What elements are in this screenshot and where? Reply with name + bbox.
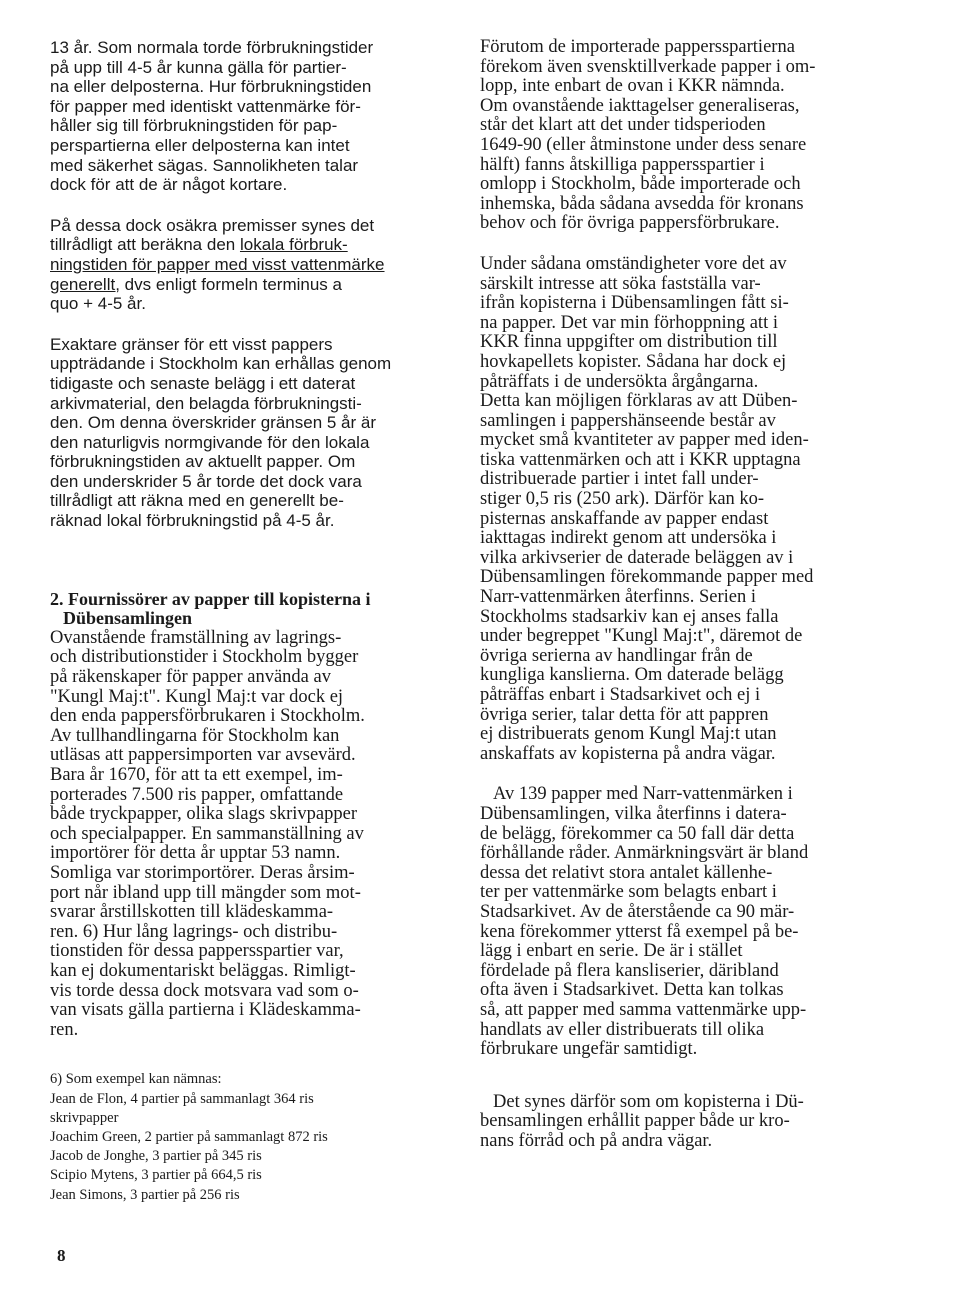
right-paragraph-2 — [480, 255, 890, 764]
text-line: anskaffats av kopisterna på andra vägar. — [480, 743, 776, 764]
spacer — [50, 552, 452, 590]
underlined-line: ningstiden för papper med visst vattenmärke — [50, 254, 385, 274]
left-column — [50, 38, 452, 1205]
text-line: samlingen i pappershänseende består av — [480, 410, 776, 431]
text-line: förbrukningstiden av aktuellt papper. Om — [50, 452, 356, 472]
left-paragraph-1 — [50, 38, 452, 195]
text-line: Stadsarkivet. Av de återstående ca 90 mär- — [480, 901, 795, 922]
text-line: tidigaste och senaste belägg i ett daterat — [50, 373, 356, 393]
footnote-line: Scipio Mytens, 3 partier på 664,5 ris — [50, 1167, 262, 1184]
text-line: på räkenskaper för papper använda av — [50, 667, 331, 688]
footnote — [50, 1070, 452, 1204]
footnote-line: 6) Som exempel kan nämnas: — [50, 1071, 222, 1088]
text-line: perspartierna eller delposterna kan intet — [50, 135, 350, 155]
right-paragraph-3 — [480, 785, 890, 1059]
text-line: hovkapellets kopister. Sådana har dock ej — [480, 351, 787, 372]
left-paragraph-3 — [50, 335, 452, 531]
text-line: 1649-90 (eller åtminstone under dess senare — [480, 134, 807, 155]
text-line: den underskrider 5 år torde det dock vara — [50, 471, 362, 491]
right-paragraph-4 — [480, 1093, 890, 1152]
text-run: dvs enligt formeln terminus a — [124, 274, 342, 294]
text-line: förhållande råder. Anmärkningsvärt är bland — [480, 843, 809, 864]
text-line: den naturligvis normgivande för den lokala — [50, 432, 370, 452]
text-line: håller sig till förbrukningstiden för pap- — [50, 116, 338, 136]
spacer — [480, 1081, 890, 1093]
page-number: 8 — [57, 1246, 66, 1265]
text-line: Narr-vattenmärken återfinns. Serien i — [480, 587, 756, 608]
text-line: och specialpapper. En sammanställning av — [50, 823, 364, 844]
text-line: Dübensamlingen, vilka återfinns i datera- — [480, 803, 787, 824]
text-line: de belägg, förekommer ca 50 fall där detta — [480, 823, 795, 844]
text-line: övriga serier, talar detta för att pappren — [480, 704, 769, 725]
text-line: Av 139 papper med Narr-vattenmärken i — [493, 784, 793, 805]
text-line: dock för att de är något kortare. — [50, 175, 288, 195]
text-line: och distributionstider i Stockholm bygger — [50, 647, 359, 668]
footnote-line: Jacob de Jonghe, 3 partier på 345 ris — [50, 1148, 262, 1165]
text-line: Det synes därför som om kopisterna i Dü- — [493, 1091, 804, 1112]
text-line: kan ej dokumentariskt beläggas. Rimligt- — [50, 960, 356, 981]
text-line: svarar årstillskotten till klädeskamma- — [50, 902, 334, 923]
text-line: mycket små kvantiteter av papper med iden- — [480, 430, 809, 451]
text-line: fördelade på flera kansliserier, däribland — [480, 960, 779, 981]
text-line: ren. — [50, 1019, 79, 1040]
text-line: uppträdande i Stockholm kan erhållas genom — [50, 354, 392, 374]
text-line: under begreppet "Kungl Maj:t", däremot de — [480, 626, 803, 647]
text-line: hälft) fanns åtskilliga pappersspartier i — [480, 154, 765, 175]
underlined-text: lokala förbruk- — [239, 235, 348, 255]
right-column — [480, 38, 890, 1172]
text-line: van visats gälla partierna i Klädeskamma- — [50, 1000, 361, 1021]
text-line: Somliga var storimportörer. Deras årsim- — [50, 862, 355, 883]
text-line: handlats av eller distribuerats till olika — [480, 1019, 765, 1040]
footnote-line: skrivpapper — [50, 1109, 119, 1126]
text-line: Om ovanstående iakttagelser generaliseras, — [480, 95, 800, 116]
text-line: Detta kan möjligen förklaras av att Düben- — [480, 391, 798, 412]
footnote-line: Jean de Flon, 4 partier på sammanlagt 364 ris — [50, 1090, 314, 1107]
footnote-line: Joachim Green, 2 partier på sammanlagt 872 ris — [50, 1128, 328, 1145]
text-line: "Kungl Maj:t". Kungl Maj:t var dock ej — [50, 686, 344, 707]
text-line — [50, 235, 452, 255]
text-line: den enda pappersförbrukaren i Stockholm. — [50, 706, 365, 727]
text-line: distribuerade partier i intet fall under- — [480, 469, 759, 490]
text-run: tillrådligt att beräkna den — [50, 235, 236, 255]
text-line: port når ibland upp till mängder som mot- — [50, 882, 361, 903]
text-line: nans förråd och på andra vägar. — [480, 1130, 713, 1151]
text-line: lägg i enbart en serie. De är i stället — [480, 941, 743, 962]
text-line: tillrådligt att räkna med en generellt be- — [50, 491, 344, 511]
text-line: kungliga kanslierna. Om daterade belägg — [480, 665, 784, 686]
text-line: förbrukare ungefär samtidigt. — [480, 1039, 698, 1060]
text-line: tionstiden för dessa pappersspartier var, — [50, 941, 344, 962]
text-line: ifrån kopisterna i Dübensamlingen fått si- — [480, 293, 789, 314]
text-line: påträffats i de undersökta årgångarna. — [480, 371, 759, 392]
text-line: särskilt intresse att söka fastställa var- — [480, 273, 761, 294]
text-line: så, att papper med samma vattenmärke upp- — [480, 999, 807, 1020]
text-line: na eller delposterna. Hur förbrukningstiden — [50, 77, 372, 97]
text-line: utläsas att pappersimporten var avsevärd. — [50, 745, 356, 766]
text-line: står det klart att det under tidsperioden — [480, 115, 766, 136]
text-line: lopp, inte enbart de ovan i KKR nämnda. — [480, 76, 785, 97]
text-line: både tryckpapper, olika slags skrivpapper — [50, 804, 357, 825]
text-line: övriga serierna av handlingar från de — [480, 645, 753, 666]
text-line: inhemska, båda sådana avsedda för kronans — [480, 193, 804, 214]
text-line: KKR finna uppgifter om distribution till — [480, 332, 778, 353]
text-line: iakttagas indirekt genom att undersöka i — [480, 528, 777, 549]
text-line: Exaktare gränser för ett visst pappers — [50, 334, 333, 354]
text-line: importörer för detta år upptar 53 namn. — [50, 843, 341, 864]
text-line: Dübensamlingen förekommande papper med — [480, 567, 814, 588]
text-line: omlopp i Stockholm, både importerade och — [480, 174, 801, 195]
text-line: arkivmaterial, den belagda förbrukningsti- — [50, 393, 362, 413]
text-line: räknad lokal förbrukningstid på 4-5 år. — [50, 511, 335, 531]
underlined-text: generellt, — [50, 274, 120, 294]
text-line: porterades 7.500 ris papper, omfattande — [50, 784, 344, 805]
text-line: Av tullhandlingarna för Stockholm kan — [50, 725, 340, 746]
text-line: 13 år. Som normala torde förbrukningstider — [50, 38, 374, 57]
text-line: Förutom de importerade pappersspartierna — [480, 37, 795, 57]
text-line: dessa det relativt stora antalet källenhe- — [480, 862, 773, 883]
text-line: påträffas enbart i Stadsarkivet och ej i — [480, 685, 761, 705]
text-line: quo + 4-5 år. — [50, 294, 146, 314]
text-line: Under sådana omständigheter vore det av — [480, 253, 787, 274]
text-line: ren. 6) Hur lång lagrings- och distribu- — [50, 921, 338, 942]
text-line: ofta även i Stadsarkivet. Detta kan tolkas — [480, 980, 784, 1001]
text-line: pisternas anskaffande av papper endast — [480, 508, 769, 529]
heading-line: Dübensamlingen — [63, 608, 193, 629]
left-paragraph-4 — [50, 629, 452, 1040]
right-paragraph-1 — [480, 38, 890, 234]
text-line: På dessa dock osäkra premisser synes det — [50, 215, 375, 235]
left-paragraph-2 — [50, 216, 452, 314]
text-line: behov och för övriga pappersförbrukare. — [480, 213, 780, 234]
section-heading — [50, 590, 452, 629]
text-line: på upp till 4-5 år kunna gälla för partier- — [50, 57, 347, 77]
text-line: ej distribuerats genom Kungl Maj:t utan — [480, 724, 777, 745]
text-line: Ovanstående framställning av lagrings- — [50, 627, 342, 648]
text-line: Stockholms stadsarkiv kan ej anses falla — [480, 606, 779, 627]
text-line: den. Om denna överskrider gränsen 5 år är — [50, 413, 377, 433]
text-line: vis torde dessa dock motsvara vad som o- — [50, 980, 359, 1001]
text-line: Bara år 1670, för att ta ett exempel, im- — [50, 765, 343, 785]
text-line: med säkerhet sägas. Sannolikheten talar — [50, 155, 359, 175]
text-line: för papper med identiskt vattenmärke för- — [50, 96, 361, 116]
text-line: ter per vattenmärke som belagts enbart i — [480, 882, 777, 903]
text-line: tiska vattenmärken och att i KKR upptagna — [480, 449, 801, 470]
text-line: kena förekommer ytterst få exempel på be- — [480, 921, 799, 942]
text-line: förekom även svensktillverkade papper i om- — [480, 56, 816, 77]
footnote-line: Jean Simons, 3 partier på 256 ris — [50, 1186, 240, 1203]
text-line: bensamlingen erhållit papper både ur kro- — [480, 1111, 790, 1132]
text-line — [50, 275, 452, 295]
text-line: na papper. Det var min förhoppning att i — [480, 312, 778, 333]
text-line: vilka arkivserier de daterade beläggen av i — [480, 547, 794, 568]
text-line: stiger 0,5 ris (250 ark). Därför kan ko- — [480, 489, 765, 510]
heading-line: 2. Fournissörer av papper till kopisterna i — [50, 588, 371, 609]
